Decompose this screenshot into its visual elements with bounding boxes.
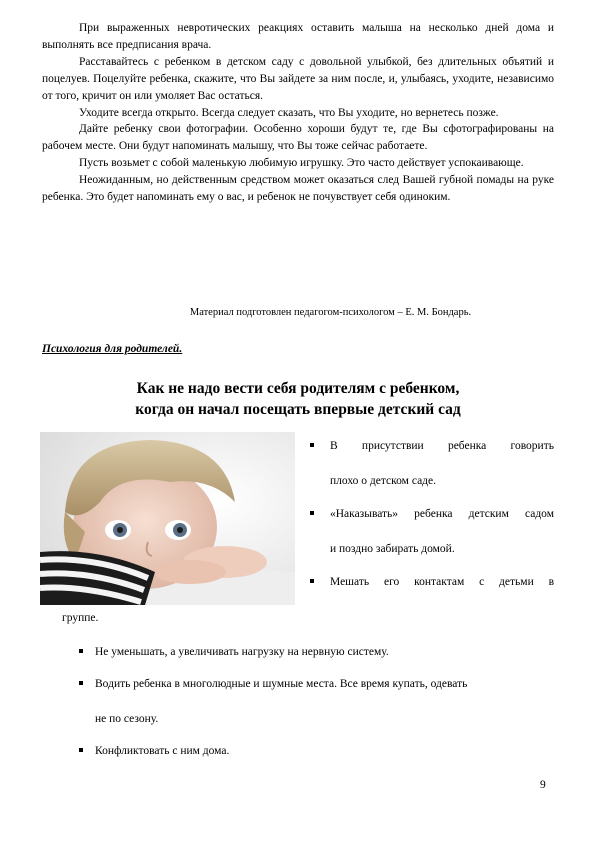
paragraph: Дайте ребенку свои фотографии. Особенно хороши будут те, где Вы сфотографированы на рабочем месте. Они будут напоминать малышу, что Вы тоже сейчас работаете.	[42, 123, 554, 153]
title-line: Как не надо вести себя родителям с ребенком,	[136, 380, 460, 397]
square-bullet-icon	[79, 681, 83, 685]
title-line: когда он начал посещать впервые детский сад	[135, 401, 461, 418]
list-item-text: Конфликтовать с ним дома.	[95, 745, 230, 757]
paragraph: Уходите всегда открыто. Всегда следует сказать, что Вы уходите, но вернетесь позже.	[79, 106, 499, 119]
list-item	[310, 506, 554, 557]
main-list	[75, 644, 554, 759]
list-item	[75, 676, 554, 727]
paragraph: Пусть возьмет с собой маленькую любимую игрушку. Это часто действует успокаивающе.	[79, 157, 524, 170]
square-bullet-icon	[79, 748, 83, 752]
section-label: Психология для родителей.	[42, 343, 183, 355]
square-bullet-icon	[79, 649, 83, 653]
list-item-text: плохо о детском саде.	[330, 475, 437, 487]
paragraph: Неожиданным, но действенным средством может оказаться след Вашей губной помады на руке ребенка. Это будет напоминать ему о вас, и ребенок не почувствует себя одиноким.	[42, 174, 554, 204]
list-item-text: Не уменьшать, а увеличивать нагрузку на нервную систему.	[95, 646, 389, 658]
intro-text	[42, 20, 554, 206]
list-item-text: Водить ребенка в многолюдные и шумные места. Все время купать, одевать	[95, 678, 468, 690]
child-photo	[40, 432, 295, 605]
list-item	[310, 574, 554, 590]
paragraph: Расставайтесь с ребенком в детском саду с довольной улыбкой, без длительных объятий и поцелуев. Поцелуйте ребенка, скажите, что Вы зайдете за ним после, и, улыбаясь, уходите, независимо от того, кричит он или умоляет Вас остаться.	[42, 55, 554, 102]
list-item-text: В присутствии ребенка говорить	[330, 440, 554, 452]
list-item	[310, 438, 554, 489]
list-item	[75, 644, 554, 660]
author-credit: Материал подготовлен педагогом-психологом – Е. М. Бондарь.	[189, 307, 472, 318]
list-item-text: не по сезону.	[95, 713, 159, 725]
list-item-text: «Наказывать» ребенка детским садом	[330, 508, 554, 520]
list-item-text: Мешать его контактам с детьми в	[330, 576, 554, 588]
side-list	[310, 438, 554, 590]
list-item-text: и поздно забирать домой.	[330, 543, 455, 555]
page-number: 9	[540, 779, 546, 791]
square-bullet-icon	[310, 443, 314, 447]
list-item-continuation: группе.	[62, 612, 99, 624]
square-bullet-icon	[310, 579, 314, 583]
list-item	[75, 743, 554, 759]
paragraph: При выраженных невротических реакциях оставить малыша на несколько дней дома и выполнять все предписания врача.	[42, 22, 554, 51]
square-bullet-icon	[310, 511, 314, 515]
page-title	[42, 378, 554, 420]
